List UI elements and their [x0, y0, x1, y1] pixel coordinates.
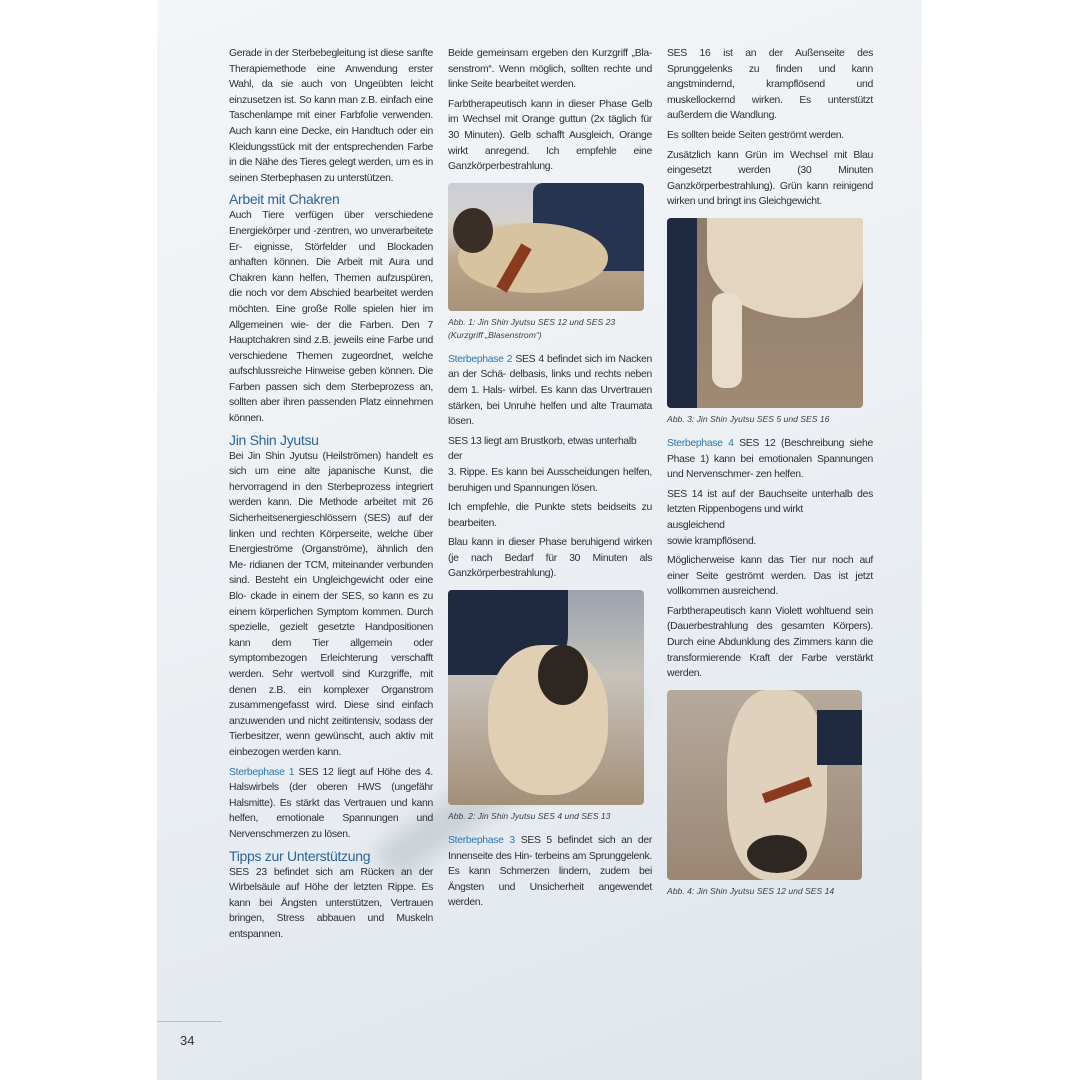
- photo-2-dog-neck: [448, 590, 644, 805]
- c3-p4a: SES 14 ist auf der Bauchseite unterhalb des letzten Rippenbogens und wirkt: [667, 488, 873, 516]
- caption-4: Abb. 4: Jin Shin Jyutsu SES 12 und SES 14: [667, 885, 835, 896]
- c2-p3a: SES 13 liegt am Brustkorb, etwas unterhalb: [448, 435, 637, 447]
- phase3-paragraph: [448, 833, 652, 911]
- c3-p3: Zusätzlich kann Grün im Wechsel mit Blau eingesetzt werden (30 Minuten Ganzkörperbestrahlung). Grün kann reinigend wirken und bringt ins Gleichgewicht.: [667, 149, 873, 208]
- c3-p2: Es sollten beide Seiten geströmt werden.: [667, 129, 844, 141]
- phase4-paragraph: [667, 436, 873, 483]
- caption-2: Abb. 2: Jin Shin Jyutsu SES 4 und SES 13: [448, 811, 611, 822]
- c3-p5: Möglicherweise kann das Tier nur noch auf einer Seite geströmt werden. Das ist jetzt vollkommen ausreichend.: [667, 555, 873, 598]
- phase4-text: SES 12 (Beschreibung siehe Phase 1) kann bei emotionalen Spannungen und Nervenschmer- zen helfen.: [667, 437, 873, 481]
- footer-rule: [157, 1021, 222, 1022]
- heading-tipps: Tipps zur Unterstützung: [229, 847, 371, 864]
- column-2: [448, 46, 652, 915]
- c3-p1: SES 16 ist an der Außenseite des Sprunggelenks zu finden und kann angstmindernd, krampflösend und muskellockernd wirken. Es unterstützt außerdem die Wandlung.: [667, 48, 873, 122]
- phase2-label: Sterbephase 2: [448, 353, 513, 365]
- caption-3: Abb. 3: Jin Shin Jyutsu SES 5 und SES 16: [667, 413, 830, 424]
- phase4-label: Sterbephase 4: [667, 437, 734, 449]
- column-1: [229, 46, 433, 946]
- heading-jin-shin-jyutsu: Jin Shin Jyutsu: [229, 431, 319, 448]
- c3-p6: Farbtherapeutisch kann Violett wohltuend sein (Dauerbestrahlung des gesamten Körpers). Durch eine Abdunklung des Zimmers kann die transformierende Kraft der Farbe verstärkt werden.: [667, 605, 873, 680]
- c2-p2: Farbtherapeutisch kann in dieser Phase Gelb im Wechsel mit Orange guttun (2x täglich für 30 Minuten). Gelb schafft Ausgleich, Orange wirkt anregend. Ich empfehle eine Ganzkörperbestrahlung.: [448, 98, 652, 173]
- photo-3-dog-leg: [667, 218, 863, 408]
- photo-4-dog-belly: [667, 690, 862, 880]
- phase1-text: SES 12 liegt auf Höhe des 4. Halswirbels (der oberen HWS (ungefähr Halsmitte). Es stärkt das Vertrauen und kann helfen, emotionale Spannungen und Nervenschmerzen zu lösen.: [229, 766, 433, 840]
- phase3-label: Sterbephase 3: [448, 835, 515, 847]
- c2-p4: Ich empfehle, die Punkte stets beidseits zu bearbeiten.: [448, 502, 652, 529]
- jsj-paragraph: Bei Jin Shin Jyutsu (Heilströmen) handelt es sich um eine alte japanische Kunst, die hervorragend in den Sterbeprozess integriert werden kann. Die Methode arbeitet mit 26 Sicherheitsenergieschlössern (SES) auf der linken und rechten Körperseite, welche über Energieströme (Organströme), ähnlich den Me- ridianen der TCM, miteinander verbunden sind. Besteht ein Ungleichgewicht oder eine Blo- ckade in einem der SES, so kann es zu einem körperlichen Symptom kommen. Durch spezielle, gezielt gesetzte Handpositionen kann dem Tier allgemein oder symptombezogen Erleichterung verschafft werden. Sehr wertvoll sind Kurzgriffe, mit denen z.B. ein komplexer Organstrom zusammengefasst wird. Diese sind einfach anzuwenden und nicht zeitintensiv, sodass der Tierbesitzer, wenn gewünscht, auch aktiv mit einbezogen werden kann.: [229, 450, 433, 758]
- c3-p4b: ausgleichend: [667, 519, 725, 531]
- caption-1: Abb. 1: Jin Shin Jyutsu SES 12 und SES 23 (Kurzgriff „Blasenstrom“): [448, 316, 616, 340]
- phase2-paragraph: [448, 352, 652, 430]
- c3-p4c: sowie krampflösend.: [667, 535, 757, 547]
- phase1-label: Sterbephase 1: [229, 766, 295, 778]
- c2-p1: Beide gemeinsam ergeben den Kurzgriff „Bla- senstrom“. Wenn möglich, sollten rechte und linke Seite bearbeitet werden.: [448, 48, 652, 91]
- ses23-paragraph: SES 23 befindet sich am Rücken an der Wirbelsäule auf Höhe der letzten Rippe. Es kann bei Ängsten unterstützen, Vertrauen bringen, Stress abbauen und Muskeln entspannen.: [229, 866, 433, 940]
- phase3-text: SES 5 befindet sich an der Innenseite des Hin- terbeins am Sprunggelenk. Es kann Schmerzen lindern, zudem bei Ängsten und Unsicherheit angewendet werden.: [448, 835, 652, 909]
- photo-1-dog-blasenstrom: [448, 183, 644, 311]
- phase2-text: SES 4 befindet sich im Nacken an der Schä- delbasis, links und rechts neben dem 1. Hals- wirbel. Es kann das Urvertrauen stärken, bei Unruhe helfen und alte Traumata lösen.: [448, 353, 652, 428]
- page-number: 34: [180, 1033, 195, 1048]
- c2-p3b: der: [448, 451, 463, 463]
- phase1-paragraph: [229, 765, 433, 843]
- column-3: [667, 46, 873, 908]
- heading-chakren: Arbeit mit Chakren: [229, 191, 340, 208]
- c2-p5: Blau kann in dieser Phase beruhigend wirken (je nach Bedarf für 30 Minuten als Ganzkörperbestrahlung).: [448, 537, 652, 580]
- chakren-paragraph: Auch Tiere verfügen über verschiedene Energiekörper und -zentren, wo unverarbeitete Er- eignisse, Störfelder und Blockaden anhaften können. Die Arbeit mit Aura und Chakren kann helfen, Themen aufzuspüren, die noch vor dem Abschied bearbeitet werden möchten. Eine große Rolle spielen hier im Allgemeinen wie- der die Farben. Den 7 Hauptchakren sind z.B. jeweils eine Farbe und verschiedene Themen zugeordnet, welche aufschlussreiche Hinweise geben können. Die Farben passen sich dem Sterbeprozess an, sollten aber ihren passenden Platz einnehmen können.: [229, 210, 433, 425]
- intro-paragraph: Gerade in der Sterbebegleitung ist diese sanfte Therapiemethode eine Anwendung erster Wahl, da sie auch von Ungeübten leicht einzusetzen ist. So kann man z.B. einfach eine Taschenlampe mit einer Farbfolie verwenden. Auch kann eine Decke, ein Handtuch oder ein Kleidungsstück mit der entsprechenden Farbe in die Nähe des Tieres gelegt werden, um es in seinen Sterbephasen zu unterstützen.: [229, 48, 433, 184]
- c2-p3c: 3. Rippe. Es kann bei Ausscheidungen helfen, beruhigen und Spannungen lösen.: [448, 466, 652, 494]
